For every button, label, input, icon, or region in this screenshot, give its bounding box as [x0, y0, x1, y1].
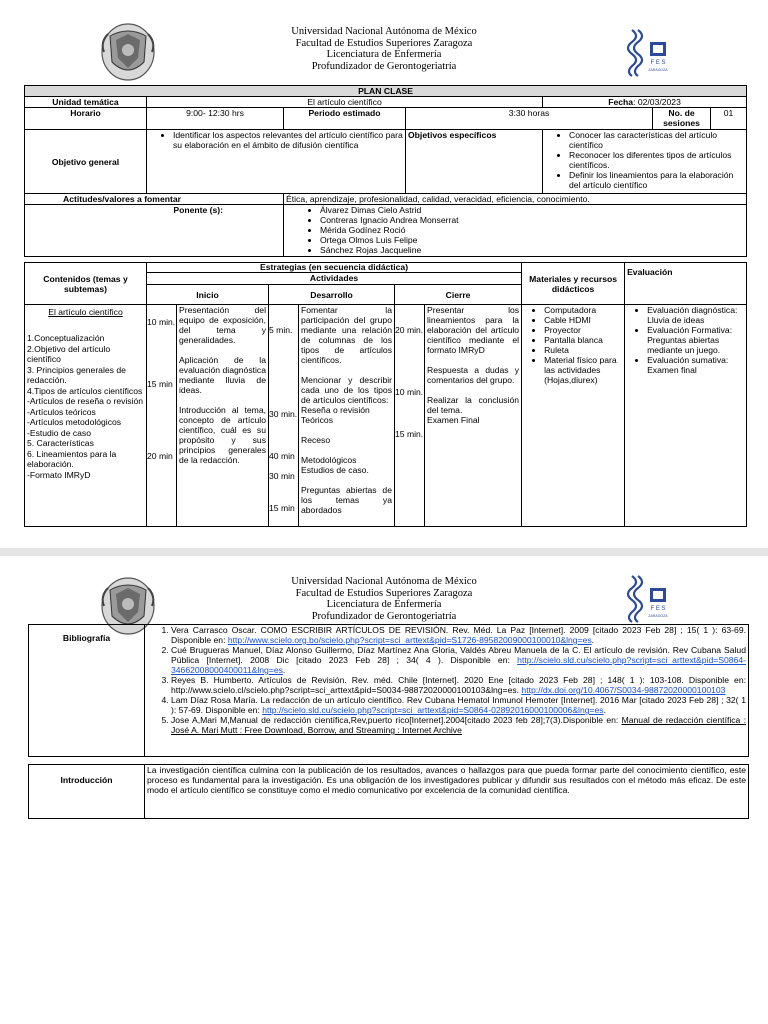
desarrollo-cell [299, 305, 395, 527]
contenidos-title: El artículo científico [48, 307, 123, 317]
cierre-time: 15 min. [395, 429, 424, 439]
contenido-line: 5. Características [27, 438, 94, 448]
obj-especificos-label: Objetivos específicos [406, 130, 543, 194]
actitudes-value: Ética, aprendizaje, profesionalidad, calidad, veracidad, eficiencia, conocimiento. [284, 194, 747, 205]
horario-label: Horario [25, 108, 147, 130]
desarrollo-times-cell [269, 305, 299, 527]
fecha-label: Fecha [608, 97, 634, 107]
cierre-text: Presentar los lineamientos para la elaboración del artículo científico mediante el formato IMRyD [427, 305, 520, 355]
activities-table [24, 262, 747, 527]
material-item: • Ruleta [544, 345, 622, 355]
material-item: • Material físico para las actividades (Hojas,diurex) [544, 355, 622, 385]
ponente-item: • Ortega Olmos Luis Felipe [320, 235, 744, 245]
contenido-line: 4.Tipos de artículos científicos [27, 385, 143, 396]
reference-item: 4. Lam Díaz Rosa María. La redacción de un artículo científico. Rev Cubana Hematol Inmunol Hemoter [Internet]. 2016 Mar [citado 2023 Feb 28] ; 32( 1 ): 57-69. Disponible en: http://scielo.sld.cu/scielo.php?script=sci_arttext&pid=S0864-02892016000100006&lng=es. [171, 695, 746, 715]
evaluacion-cell [625, 305, 747, 527]
inicio-text: Presentación del equipo de exposición, del tema y generalidades. [179, 305, 266, 345]
header-line-4: Profundizador de Gerontogeriatría [311, 610, 457, 622]
evaluacion-item: • Evaluación diagnóstica: Lluvia de ideas [647, 305, 744, 325]
obj-general-label: Objetivo general [25, 130, 147, 194]
header-line-2: Facultad de Estudios Superiores Zaragoza [295, 587, 473, 599]
cierre-time: 10 min. [395, 387, 424, 397]
ponente-item: • Álvarez Dimas Cielo Astrid [320, 205, 744, 215]
unidad-label: Unidad temática [25, 97, 147, 108]
inicio-label: Inicio [147, 285, 269, 305]
inicio-times-cell [147, 305, 177, 527]
desarrollo-text: Reseña o revisión [301, 405, 370, 415]
evaluacion-item: • Evaluación sumativa: Examen final [647, 355, 744, 375]
desarrollo-time: 30 min. [269, 409, 298, 419]
contenido-line: -Artículos teóricos [27, 406, 96, 417]
desarrollo-text: Mencionar y describir cada uno de los tipos de artículos científicos: [301, 375, 392, 405]
reference-item: 5. Jose A,Mari M,Manual de redacción científica,Rev,puerto rico[Internet].2004[citado 2023 feb 28];7(3).Disponible en: Manual de redacción científica : José A. Mari Mutt : Free Download, Borrow, and Streaming : Internet Archive [171, 715, 746, 735]
obj-especificos-cell [543, 130, 747, 194]
reference-link[interactable]: http://scielo.sld.cu/scielo.php?script=sci_arttext&pid=S0864-34662008000400011&lng=es [171, 655, 746, 675]
bibliografia-label: Bibliografía [29, 625, 145, 757]
fecha-cell [543, 97, 747, 108]
cierre-text: Realizar la conclusión del tema. [427, 395, 520, 415]
contenido-line: -Artículos metodológicos [27, 417, 122, 427]
contenido-line: 2.Objetivo del artículo científico [27, 343, 111, 364]
svg-text:F E S: F E S [650, 60, 666, 66]
contenidos-label: Contenidos (temas y subtemas) [25, 263, 147, 305]
contenido-line: -Estudio de caso [27, 427, 92, 438]
ponente-item: • Sánchez Rojas Jacqueline [320, 245, 744, 255]
obj-especifico-item: • Definir los lineamientos para la elaboración del artículo científico [569, 170, 744, 190]
desarrollo-text: Fomentar la participación del grupo mediante una relación de columnas de los tipos de artículos científicos. [301, 305, 392, 365]
reference-item: 1. Vera Carrasco Oscar. COMO ESCRIBIR ARTÍCULOS DE REVISIÓN. Rev. Méd. La Paz [Internet]. 2009 [citado 2023 Feb 28] ; 15( 1 ): 63-69. Disponible en: http://www.scielo.org.bo/scielo.php?script=sci_arttext&pid=S1726-89582009000100010&lng=es. [171, 625, 746, 645]
inicio-time: 10 min. [147, 317, 176, 327]
sesiones-label: No. de sesiones [653, 108, 711, 130]
svg-text:ZARAGOZA: ZARAGOZA [648, 614, 668, 618]
obj-especifico-item: • Reconocer los diferentes tipos de artículos científicos. [569, 150, 744, 170]
desarrollo-time: 5 min. [269, 325, 293, 335]
introduccion-label: Introducción [29, 765, 145, 819]
bibliography-table [28, 624, 749, 819]
desarrollo-text: Teóricos [301, 415, 333, 425]
horario-value: 9:00- 12:30 hrs [147, 108, 284, 130]
cierre-text: Examen Final [427, 415, 480, 425]
material-item: • Cable HDMI [544, 315, 622, 325]
cierre-text: Respuesta a dudas y comentarios del grupo. [427, 365, 520, 385]
desarrollo-text: Metodológicos [301, 455, 357, 465]
desarrollo-time: 40 min [269, 451, 295, 461]
obj-general-cell [147, 130, 406, 194]
header-line-3: Licenciatura de Enfermería [326, 49, 442, 60]
desarrollo-text: Estudios de caso. [301, 465, 369, 475]
fecha-value: : 02/03/2023 [633, 97, 681, 107]
material-item: • Proyector [544, 325, 622, 335]
contenido-line: -Formato IMRyD [27, 469, 91, 480]
ponente-label: Ponente (s): [25, 205, 284, 257]
desarrollo-text: Receso [301, 435, 331, 445]
actividades-label: Actividades [147, 273, 522, 285]
inicio-cell [177, 305, 269, 527]
cierre-times-cell [395, 305, 425, 527]
svg-text:ZARAGOZA: ZARAGOZA [648, 68, 668, 72]
contenido-line: 6. Lineamientos para la elaboración. [27, 448, 117, 469]
header-line-3: Licenciatura de Enfermería [326, 599, 442, 610]
ponentes-cell [284, 205, 747, 257]
reference-link[interactable]: Manual de redacción científica : José A. Mari Mutt : Free Download, Borrow, and Streaming : Internet Archive [171, 715, 747, 735]
cierre-time: 20 min. [395, 325, 424, 335]
reference-item: 2. Cué Brugueras Manuel, Díaz Alonso Guillermo, Díaz Martínez Ana Gloria, Valdés Abreu Manuela de la C. El artículo de revisión. Rev Cubana Salud Pública [Internet]. 2008 Dic [citado 2023 Feb 28] ; 34( 4 ). Disponible en: http://scielo.sld.cu/scielo.php?script=sci_arttext&pid=S0864-34662008000400011&lng=es. [171, 645, 746, 675]
page-2 [0, 556, 768, 1024]
plan-title: PLAN CLASE [25, 86, 747, 97]
obj-especifico-item: • Conocer las características del artículo científico [569, 130, 744, 150]
fes-zaragoza-logo [626, 26, 672, 78]
evaluacion-label: Evaluación [625, 263, 747, 305]
header-line-2: Facultad de Estudios Superiores Zaragoza [295, 37, 473, 49]
contenido-line: 1.Conceptualización [27, 333, 105, 343]
materiales-cell [522, 305, 625, 527]
desarrollo-time: 30 min [269, 471, 295, 481]
reference-link[interactable]: http://www.scielo.org.bo/scielo.php?script=sci_arttext&pid=S1726-89582009000100010&lng=es [227, 635, 592, 645]
header-line-4: Profundizador de Gerontogeriatría [311, 60, 457, 72]
obj-general-item: • Identificar los aspectos relevantes del artículo científico para su elaboración en el ámbito de difusión científica [173, 130, 403, 150]
inicio-text: Introducción al tema, concepto de artículo científico, cuál es su propósito y sus principios generales de la redacción. [179, 405, 266, 465]
contenido-line: -Artículos de reseña o revisión [27, 396, 144, 406]
inicio-time: 20 min [147, 451, 173, 461]
reference-link[interactable]: http://dx.doi.org/10.4067/S0034-98872020000100103 [521, 685, 726, 695]
periodo-label: Periodo estimado [284, 108, 406, 130]
desarrollo-label: Desarrollo [269, 285, 395, 305]
material-item: • Computadora [544, 305, 622, 315]
bibliografia-cell [145, 625, 749, 757]
inicio-text: Aplicación de la evaluación diagnóstica mediante lluvia de ideas. [179, 355, 266, 395]
svg-text:F E S: F E S [650, 606, 666, 612]
materiales-label: Materiales y recursos didácticos [522, 263, 625, 305]
plan-info-table [24, 85, 747, 257]
desarrollo-time: 15 min [269, 503, 295, 513]
table-spacer [29, 757, 749, 765]
ponente-item: • Contreras Ignacio Andrea Monserrat [320, 215, 744, 225]
page-separator [0, 548, 768, 556]
cierre-cell [425, 305, 522, 527]
estrategias-label: Estrategias (en secuencia didáctica) [147, 263, 522, 273]
header-line-1: Universidad Nacional Autónoma de México [291, 576, 477, 587]
contenido-line: 3. Principios generales de redacción. [27, 364, 126, 385]
reference-list [147, 625, 746, 735]
contenidos-cell [25, 305, 147, 527]
cierre-label: Cierre [395, 285, 522, 305]
reference-link[interactable]: http://scielo.sld.cu/scielo.php?script=sci_arttext&pid=S0864-02892016000100006&lng=es [262, 705, 604, 715]
material-item: • Pantalla blanca [544, 335, 622, 345]
fes-zaragoza-logo [626, 572, 672, 624]
introduccion-text: La investigación científica culmina con la publicación de los resultados, avances o hallazgos para que pueda formar parte del conocimiento científico, este proceso es fundamental para la investigación. Es una obligación de los investigadores publicar y difundir sus resultados con el método más eficaz. De este modo el artículo científico se constituye como el medio comunicativo por excelencia de la comunidad científica. [145, 765, 749, 819]
ponente-item: • Mérida Godínez Roció [320, 225, 744, 235]
sesiones-value: 01 [711, 108, 747, 130]
reference-item: 3. Reyes B. Humberto. Artículos de Revisión. Rev. méd. Chile [Internet]. 2020 Ene [citado 2023 Feb 28] ; 148( 1 ): 103-108. Disponible en: http://www.scielo.cl/scielo.php?script=sci_arttext&pid=S0034-98872020000100103&lng=es. http://dx.doi.org/10.4067/S0034-98872020000100103 [171, 675, 746, 695]
desarrollo-text: Preguntas abiertas de los temas ya abordados [301, 485, 392, 515]
inicio-time: 15 min [147, 379, 173, 389]
actitudes-label: Actitudes/valores a fomentar [25, 194, 284, 205]
header-line-1: Universidad Nacional Autónoma de México [291, 26, 477, 37]
periodo-value: 3:30 horas [406, 108, 653, 130]
evaluacion-item: • Evaluación Formativa: Preguntas abiertas mediante un juego. [647, 325, 744, 355]
unidad-value: El artículo científico [147, 97, 543, 108]
